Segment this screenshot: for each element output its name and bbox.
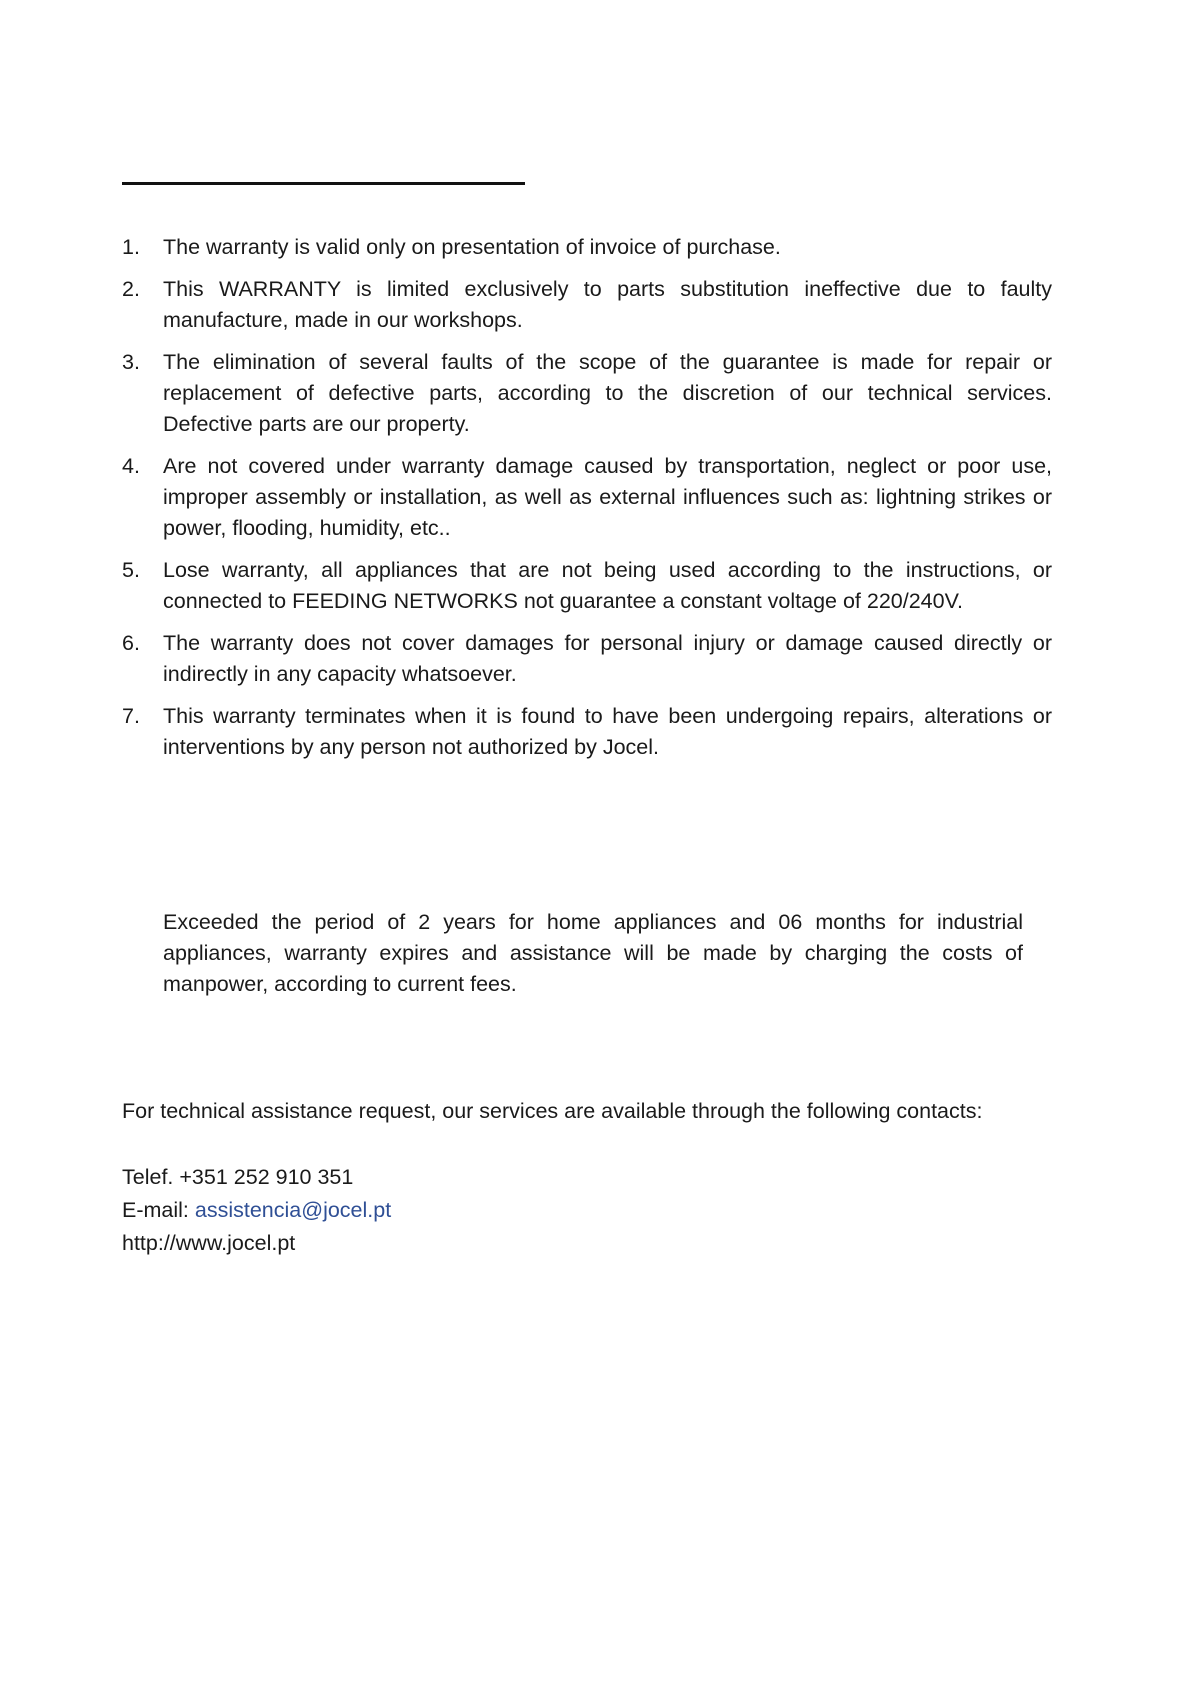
list-item	[122, 701, 1052, 763]
header-rule	[122, 182, 525, 185]
email-link[interactable]: assistencia@jocel.pt	[194, 1198, 392, 1222]
phone-label: Telef.	[122, 1165, 174, 1189]
list-item	[122, 274, 1052, 336]
email-line	[122, 1194, 391, 1227]
item-text: This warranty terminates when it is found to have been undergoing repairs, alterations or interventions by any person not authorized by Jocel.	[163, 704, 1052, 759]
list-item	[122, 555, 1052, 617]
assistance-text: For technical assistance request, our services are available through the following contacts:	[122, 1098, 983, 1123]
item-number: 2.	[122, 277, 140, 301]
item-number: 3.	[122, 350, 140, 374]
list-item	[122, 347, 1052, 440]
item-text: Lose warranty, all appliances that are not being used according to the instructions, or connected to FEEDING NETWORKS not guarantee a constant voltage of 220/240V.	[163, 558, 1052, 613]
item-text: Are not covered under warranty damage caused by transportation, neglect or poor use, improper assembly or installation, as well as external influences such as: lightning strikes or power, flooding, humidity, etc..	[163, 454, 1052, 540]
email-label: E-mail:	[122, 1198, 189, 1222]
expiry-paragraph: Exceeded the period of 2 years for home appliances and 06 months for industrial appliances, warranty expires and assistance will be made by charging the costs of manpower, according to current fees.	[163, 909, 1023, 996]
item-number: 6.	[122, 631, 140, 655]
phone-value[interactable]: +351 252 910 351	[179, 1165, 354, 1189]
list-item	[122, 451, 1052, 544]
warranty-terms-list	[122, 232, 1052, 774]
list-item	[122, 628, 1052, 690]
item-text: The warranty is valid only on presentation of invoice of purchase.	[163, 235, 781, 259]
item-number: 1.	[122, 235, 140, 259]
contacts-block	[122, 1161, 391, 1260]
item-text: The warranty does not cover damages for personal injury or damage caused directly or indirectly in any capacity whatsoever.	[163, 631, 1052, 686]
item-text: This WARRANTY is limited exclusively to parts substitution ineffective due to faulty manufacture, made in our workshops.	[163, 277, 1052, 332]
item-number: 5.	[122, 558, 140, 582]
website-line	[122, 1227, 391, 1260]
website-link[interactable]: http://www.jocel.pt	[122, 1231, 296, 1255]
item-number: 4.	[122, 454, 140, 478]
item-text: The elimination of several faults of the scope of the guarantee is made for repair or replacement of defective parts, according to the discretion of our technical services. Defective parts are our property.	[163, 350, 1052, 436]
phone-line	[122, 1161, 391, 1194]
list-item	[122, 232, 1052, 263]
item-number: 7.	[122, 704, 140, 728]
